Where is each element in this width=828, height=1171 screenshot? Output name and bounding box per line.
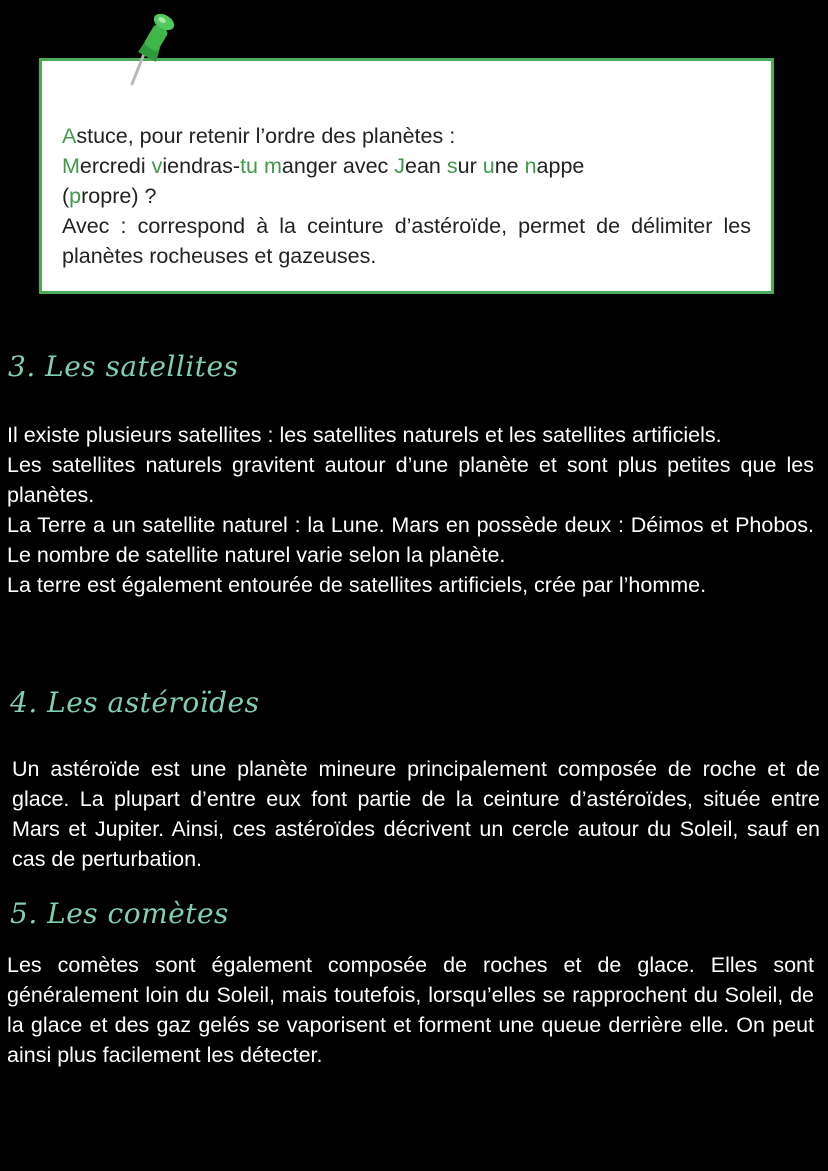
section-title-asteroides: 4. Les astéroïdes xyxy=(10,686,260,719)
tip-title xyxy=(62,121,751,151)
tip-title-initial: A xyxy=(62,124,77,148)
paragraph: La Terre a un satellite naturel : la Lune. Mars en possède deux : Déimos et Phobos. Le nombre de satellite naturel varie selon la planète. xyxy=(7,513,814,567)
section-body-satellites xyxy=(7,420,814,600)
section-body-asteroides xyxy=(12,754,820,874)
tip-box xyxy=(39,58,774,294)
mnemonic-letter-tu: tu xyxy=(240,154,258,178)
paragraph: Les satellites naturels gravitent autour d’une planète et sont plus petites que les planètes. xyxy=(7,453,814,507)
paragraph: Les comètes sont également composée de roches et de glace. Elles sont généralement loin du Soleil, mais toutefois, lorsqu’elles se rapprochent du Soleil, de la glace et des gaz gelés se vaporisent et forment une queue derrière elle. On peut ainsi plus facilement les détecter. xyxy=(7,953,814,1067)
tip-mnemonic xyxy=(62,151,751,211)
mnemonic-word: ne xyxy=(494,154,525,178)
section-title-cometes: 5. Les comètes xyxy=(10,897,229,930)
mnemonic-letter-m: M xyxy=(62,154,80,178)
mnemonic-word: anger avec xyxy=(281,154,395,178)
tip-title-rest: stuce, pour retenir l’ordre des planètes : xyxy=(76,124,456,148)
mnemonic-letter-j: J xyxy=(394,154,406,178)
mnemonic-word: ercredi xyxy=(79,154,152,178)
paragraph: Il existe plusieurs satellites : les satellites naturels et les satellites artificiels. xyxy=(7,423,722,447)
section-title-satellites: 3. Les satellites xyxy=(8,350,239,383)
mnemonic-word: ean xyxy=(405,154,447,178)
section-body-cometes xyxy=(7,950,814,1070)
pushpin-icon xyxy=(126,8,186,88)
mnemonic-letter-m2: m xyxy=(263,154,282,178)
paragraph: La terre est également entourée de satellites artificiels, crée par l’homme. xyxy=(7,573,707,597)
tip-text xyxy=(62,121,751,271)
mnemonic-letter-p: p xyxy=(69,184,82,208)
mnemonic-letter-s: s xyxy=(446,154,458,178)
mnemonic-letter-n: n xyxy=(524,154,537,178)
mnemonic-word: ropre) ? xyxy=(81,184,157,208)
mnemonic-letter-v: v xyxy=(151,154,163,178)
mnemonic-word: iendras- xyxy=(162,154,241,178)
mnemonic-word: appe xyxy=(536,154,585,178)
mnemonic-letter-u: u xyxy=(482,154,495,178)
mnemonic-word: ur xyxy=(457,154,483,178)
paragraph: Un astéroïde est une planète mineure principalement composée de roche et de glace. La plupart d’entre eux font partie de la ceinture d’astéroïdes, située entre Mars et Jupiter. Ainsi, ces astéroïdes décrivent un cercle autour du Soleil, sauf en cas de perturbation. xyxy=(12,757,820,871)
mnemonic-word: ( xyxy=(62,184,70,208)
tip-avec-note: Avec : correspond à la ceinture d’astéroïde, permet de délimiter les planètes rocheuses et gazeuses. xyxy=(62,214,751,268)
